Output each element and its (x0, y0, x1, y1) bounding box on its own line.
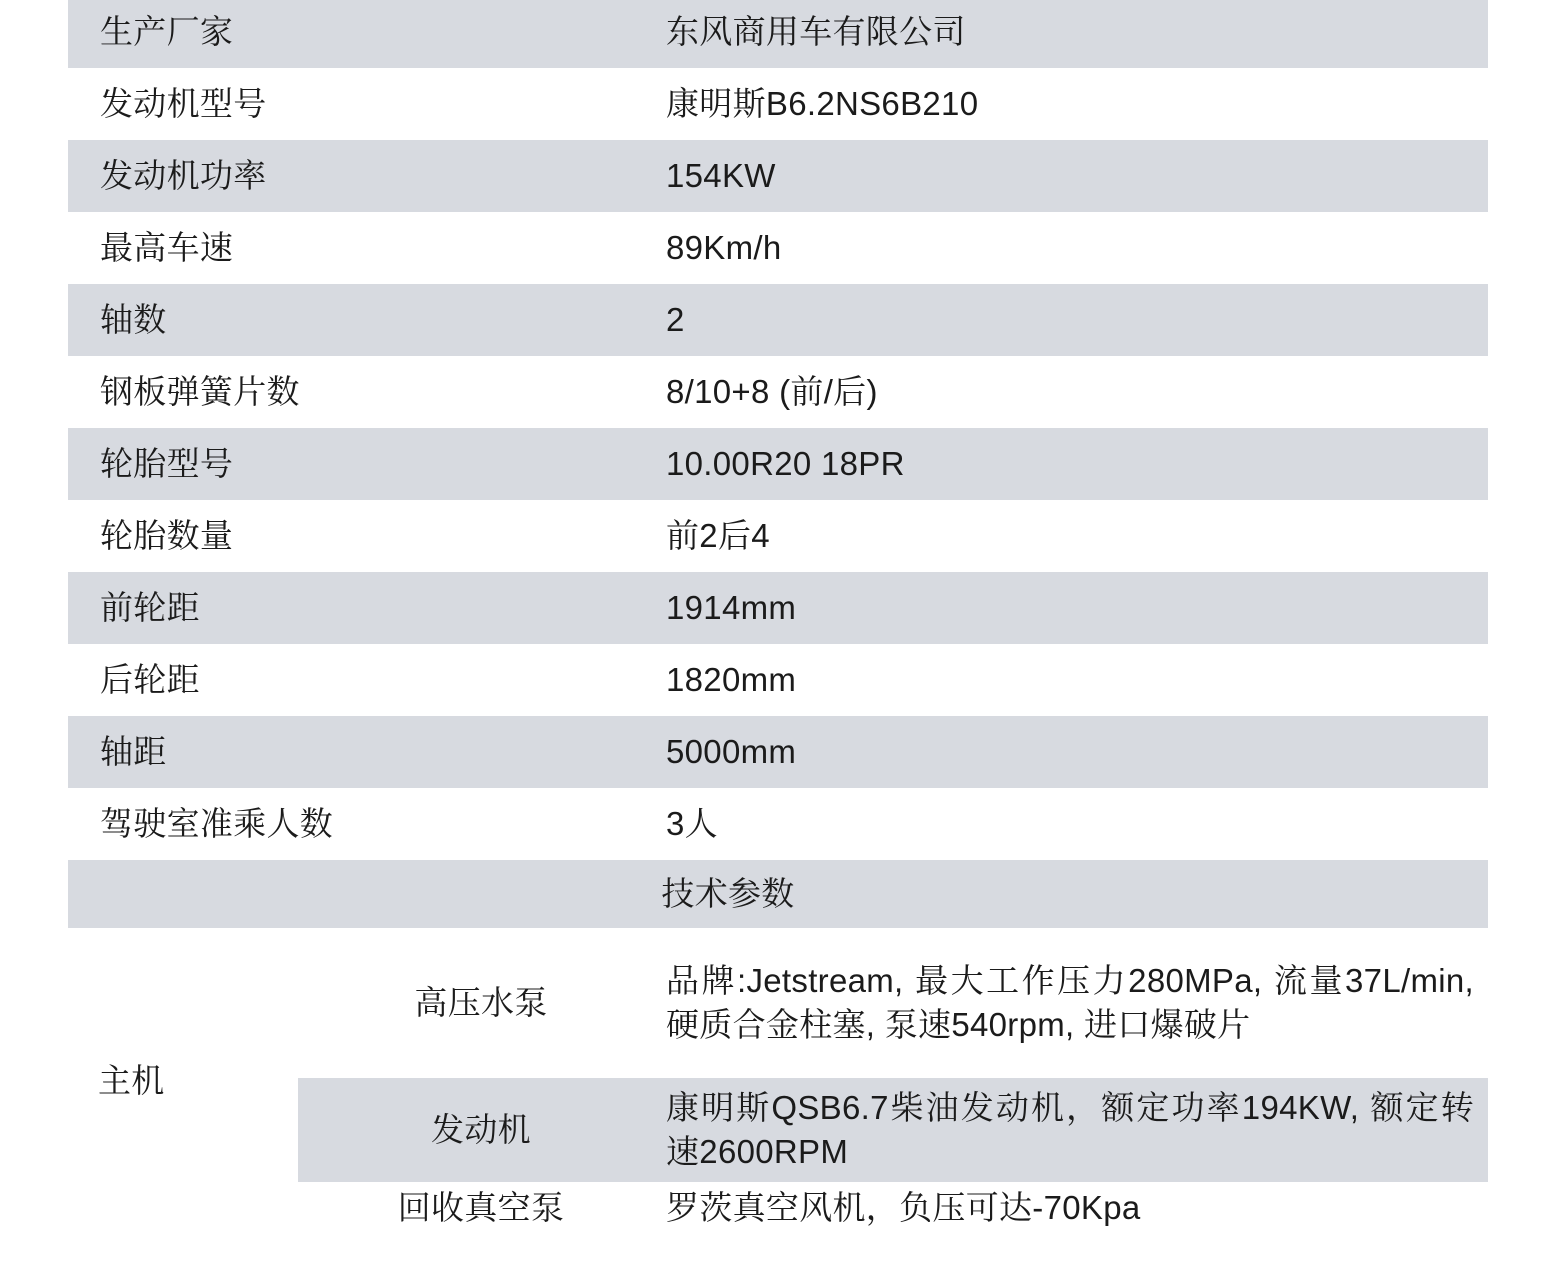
table-row (68, 428, 1488, 500)
spec-label: 生产厂家 (68, 0, 648, 68)
spec-value: 89Km/h (648, 212, 1488, 284)
spec-value: 康明斯B6.2NS6B210 (648, 68, 1488, 140)
spec-label: 轴距 (68, 716, 648, 788)
spec-label: 轮胎型号 (68, 428, 648, 500)
vehicle-spec-table (68, 0, 1488, 928)
spec-value: 5000mm (648, 716, 1488, 788)
section-header-cell (68, 860, 1488, 928)
table-row (68, 928, 1488, 1078)
table-row (68, 572, 1488, 644)
table-row (68, 644, 1488, 716)
spec-value: 前2后4 (648, 500, 1488, 572)
tech-group-label: 主机 (68, 928, 298, 1234)
table-row (68, 356, 1488, 428)
table-row (68, 68, 1488, 140)
table-row (68, 788, 1488, 860)
spec-label: 发动机功率 (68, 140, 648, 212)
spec-value: 1820mm (648, 644, 1488, 716)
spec-value: 154KW (648, 140, 1488, 212)
spec-label: 驾驶室准乘人数 (68, 788, 648, 860)
spec-label: 发动机型号 (68, 68, 648, 140)
tech-item-description: 罗茨真空风机，负压可达-70Kpa (648, 1182, 1488, 1234)
spec-label: 轮胎数量 (68, 500, 648, 572)
spec-value: 2 (648, 284, 1488, 356)
spec-label: 钢板弹簧片数 (68, 356, 648, 428)
tech-item-name: 发动机 (298, 1078, 648, 1182)
spec-label: 前轮距 (68, 572, 648, 644)
table-row (68, 284, 1488, 356)
spec-label: 最高车速 (68, 212, 648, 284)
technical-table-body (68, 928, 1488, 1234)
section-header-row (68, 860, 1488, 928)
tech-item-description: 品牌:Jetstream, 最大工作压力280MPa, 流量37L/min, 硬质合金柱塞, 泵速540rpm, 进口爆破片 (648, 928, 1488, 1078)
spec-value: 1914mm (648, 572, 1488, 644)
table-row (68, 500, 1488, 572)
spec-table-body (68, 0, 1488, 928)
tech-item-description: 康明斯QSB6.7柴油发动机，额定功率194KW, 额定转速2600RPM (648, 1078, 1488, 1182)
table-row (68, 212, 1488, 284)
spec-label: 轴数 (68, 284, 648, 356)
spec-value: 东风商用车有限公司 (648, 0, 1488, 68)
technical-parameter-table (68, 928, 1488, 1234)
table-row (68, 716, 1488, 788)
table-row (68, 140, 1488, 212)
spec-value: 8/10+8 (前/后) (648, 356, 1488, 428)
tech-item-name: 高压水泵 (298, 928, 648, 1078)
section-title: 技术参数 (661, 875, 795, 913)
spec-value: 3人 (648, 788, 1488, 860)
spec-label: 后轮距 (68, 644, 648, 716)
tech-item-name: 回收真空泵 (298, 1182, 648, 1234)
spec-value: 10.00R20 18PR (648, 428, 1488, 500)
table-row (68, 0, 1488, 68)
